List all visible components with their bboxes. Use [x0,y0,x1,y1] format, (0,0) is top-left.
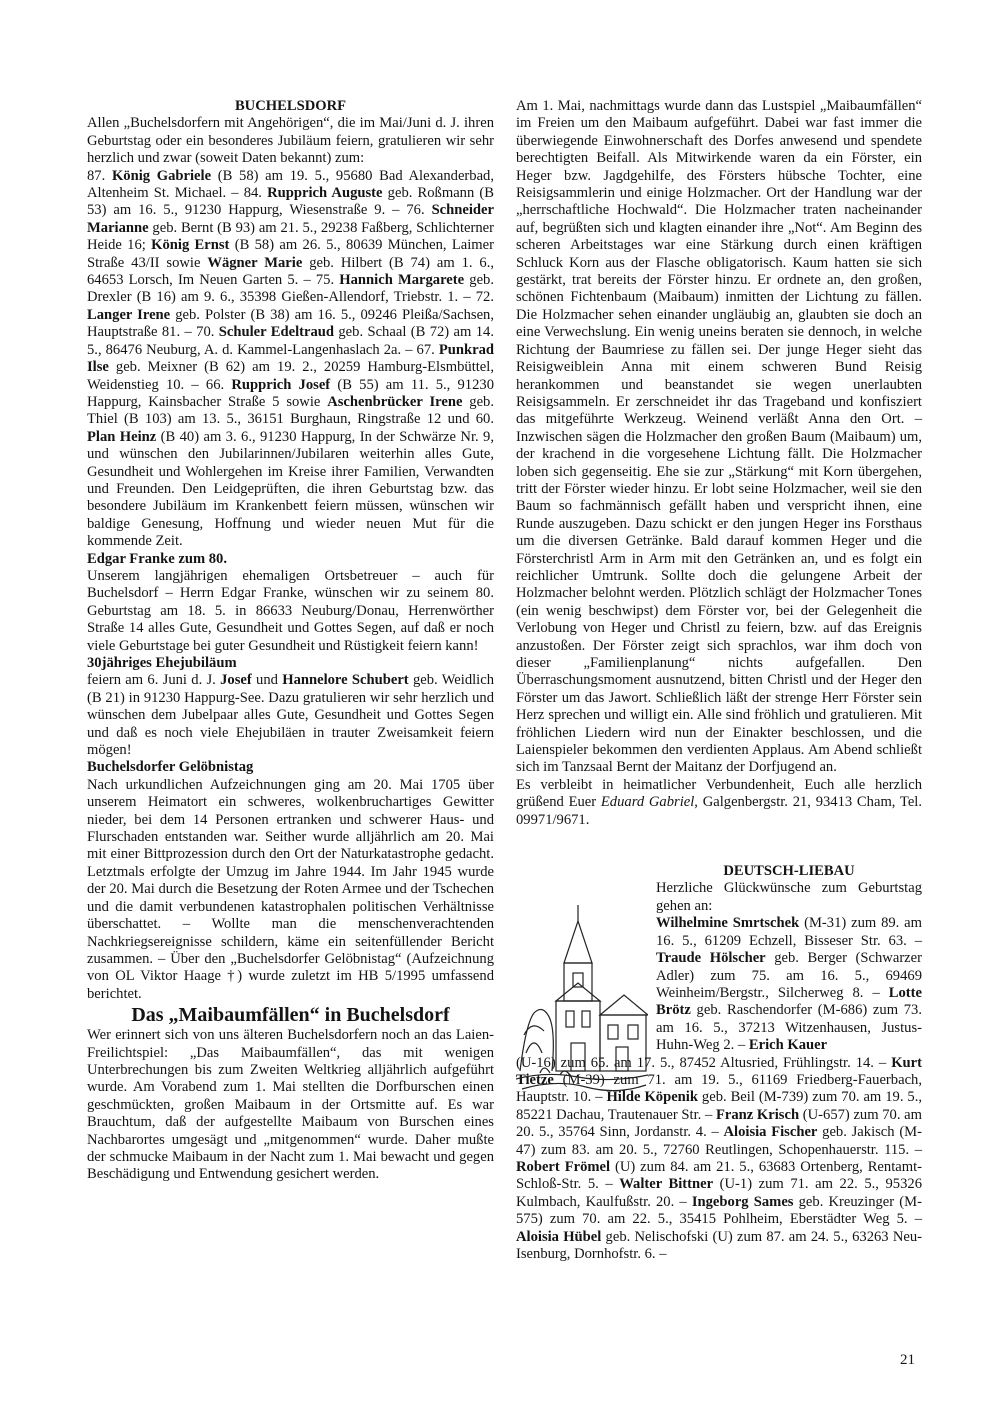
person-name: Traude Hölscher [656,950,766,967]
ehejubilaeum-text: feiern am 6. Juni d. J. Josef und Hannelore Schubert geb. Weidlich (B 21) in 91230 Happurg-See. Dazu gratulieren wir sehr herzlich und wünschen dem Jubelpaar alles Gute, Gesundheit und Gottes Segen und daß es noch viele Ehejubiläen in trauter Zweisamkeit feiern mögen! [87,672,495,759]
person-name: Aloisia Fischer [723,1124,818,1141]
franke-heading: Edgar Franke zum 80. [87,550,227,567]
heading-deutsch-liebau: DEUTSCH-LIEBAU [723,863,855,880]
person-name: Kurt Tietze [516,1054,922,1088]
maibaum-heading: Das „Maibaumfällen“ in Buchelsdorf [131,1004,450,1027]
maibaum-text: Wer erinnert sich von uns älteren Buchelsdorfern noch an das Laien-Freilichtspiel: „Das Maibaumfällen“, das mit wenigen Unterbrechungen bis zum Zweiten Weltkrieg alljährlich aufgeführt wurde. Am Vorabend zum 1. Mai stellten die Dorfburschen einen geschmückten, großen Maibaum in der Ortsmitte auf. Es war Brauchtum, daß der aufgestellte Maibaum von Burschen eines Nachbarortes umgesägt und „mitgenommen“ wurde. Daher mußte der schmucke Maibaum in der Nacht zum 1. Mai bewacht und gegen Beschädigung und Entwendung gesichert werden. [87,1027,494,1183]
person-name: Hannich Margarete [339,272,465,289]
page-number: 21 [900,1352,915,1368]
franke-text: Unserem langjährigen ehemaligen Ortsbetreuer – auch für Buchelsdorf – Herrn Edgar Franke, wünschen wir zu seinem 80. Geburtstag am 18. 5. in 86633 Neuburg/Donau, Herrenwörther Straße 14 alles Gute, Gesundheit und Gottes Segen, auf daß er noch viele Geburtstage bei guter Gesundheit und Rüstigkeit feiern kann! [87,567,494,654]
person-name: Rupprich Auguste [267,185,383,202]
person-name: Lotte Brötz [656,984,922,1019]
person-name: Hilde Köpenik [606,1089,698,1106]
person-name: Walter Bittner [619,1176,714,1193]
church-illustration [516,903,648,1093]
closing-signature: Es verbleibt in heimatlicher Verbundenheit, Euch alle herzlich grüßend Euer Eduard Gabriel, Galgenbergstr. 21, 93413 Cham, Tel. 09971/9671. [516,776,923,828]
heading-buchelsdorf: BUCHELSDORF [234,98,347,114]
deutsch-liebau-section [516,863,922,1263]
person-name: Ingeborg Sames [691,1193,794,1210]
ehejubilaeum-heading: 30jähriges Ehejubiläum [87,655,237,671]
person-name: Franz Krisch [715,1106,800,1123]
person-name: Robert Frömel [516,1158,611,1175]
birthday-intro: Allen „Buchelsdorfern mit Angehörigen“, die im Mai/Juni d. J. ihren Geburtstag oder ein besonderes Jubiläum feiern, gratulieren wir sehr herzlich und zwar (soweit Daten bekannt) zum: [87,115,494,167]
birthday-list: 87. König Gabriele (B 58) am 19. 5., 95680 Bad Alexanderbad, Altenheim St. Michael. – 84. Rupprich Auguste geb. Roßmann (B 53) am 16. 5., 91230 Happurg, Wiesenstraße 9. – 76. Schneider Marianne geb. Bernt (B 93) am 21. 5., 29238 Faßberg, Schlichterner Heide 16; König Ernst (B 58) am 26. 5., 80639 München, Laimer Straße 43/II sowie Wägner Marie geb. Hilbert (B 74) am 1. 6., 64653 Lorsch, Im Neuen Garten 5. – 75. Hannich Margarete geb. Drexler (B 16) am 9. 6., 35398 Gießen-Allendorf, Triebstr. 1. – 72. Langer Irene geb. Polster (B 38) am 16. 5., 09246 Pleißa/Sachsen, Hauptstraße 81. – 70. Schuler Edeltraud geb. Schaal (B 72) am 14. 5., 86476 Neuburg, A. d. Kammel-Langenhaslach 2a. – 67. Punkrad Ilse geb. Meixner (B 62) am 19. 2., 20259 Hamburg-Elsmbüttel, Weidenstieg 10. – 66. Rupprich Josef (B 55) am 11. 5., 91230 Happurg, Kainsbacher Straße 5 sowie Aschenbrücker Irene geb. Thiel (B 103) am 13. 5., 36151 Burghaun, Ringstraße 12 und 60. Plan Heinz (B 40) am 3. 6., 91230 Happurg, In der Schwärze Nr. 9, und wünschen den Jubilarinnen/Jubilaren weiterhin alles Gute, Gesundheit und Wohlergehen im Kreise ihrer Familien, Verwandten und Freunden. Den Leidgeprüften, die ihren Geburtstag bzw. das besondere Jubiläum im Krankenbett feiern müssen, wünschen wir baldige Genesung, Hoffnung und wieder neuen Mut für die kommende Zeit. [87,167,495,550]
dl-birthdays-floated: Wilhelmine Smrtschek (M-31) zum 89. am 16. 5., 61209 Echzell, Bisseser Str. 63. – Traude Hölscher geb. Berger (Schwarzer Adler) zum 75. am 16. 5., 69469 Weinheim/Bergstr., Silcherweg 8. – Lotte Brötz geb. Raschendorfer (M-686) zum 73. am 16. 5., 37213 Witzenhausen, Justus-Huhn-Weg 2. – Erich Kauer [656,915,922,1054]
right-column [516,98,922,1263]
person-name: Schneider Marianne [87,202,494,236]
person-name: Wilhelmine Smrtschek [656,915,800,932]
dl-birthdays-rest: (U-16) zum 65. am 17. 5., 87452 Altusried, Frühlingstr. 14. – Kurt Tietze (M-39) zum 71. am 19. 5., 61169 Friedberg-Fauerbach, Hauptstr. 10. – Hilde Köpenik geb. Beil (M-739) zum 70. am 19. 5., 85221 Dachau, Trautenauer Str. – Franz Krisch (U-657) zum 70. am 20. 5., 35764 Sinn, Jordanstr. 4. – Aloisia Fischer geb. Jakisch (M-47) zum 83. am 20. 5., 72760 Reutlingen, Schopenhauerstr. 115. – Robert Frömel (U) zum 84. am 21. 5., 63683 Ortenberg, Rentamt-Schloß-Str. 5. – Walter Bittner (U-1) zum 71. am 22. 5., 95326 Kulmbach, Kaulfußstr. 20. – Ingeborg Sames geb. Kreuzinger (M-575) zum 70. am 22. 5., 35415 Pohlheim, Eberstädter Weg 5. – Aloisia Hübel geb. Nelischofski (U) zum 87. am 24. 5., 63263 Neu-Isenburg, Dornhofstr. 6. – [516,1054,923,1262]
dl-intro: Herzliche Glückwünsche zum Geburtstag gehen an: [656,880,922,914]
person-name: Langer Irene [87,306,171,323]
person-name: König Ernst [151,237,230,254]
person-name: Aloisia Hübel [516,1228,602,1245]
person-name: Plan Heinz [87,428,157,445]
maibaum-continued: Am 1. Mai, nachmittags wurde dann das Lustspiel „Maibaumfällen“ im Freien um den Maibaum aufgeführt. Dabei war fast immer die überwiegende Einwohnerschaft des Dorfes anwesend und spendete berechtigten Beifall. Als Mitwirkende waren da ein Förster, ein Heger bzw. Jagdgehilfe, des Försters hübsche Tochter, eine Reisigsammlerin und einige Holzmacher. Ort der Handlung war der „herrschaftliche Hochwald“. Die Holzmacher traten nacheinander auf, begrüßten sich und klagten einander ihre „Not“. Am Beginn des scheren Arbeitstages war eine Stärkung durch einen kräftigen Schluck Korn aus der Flasche obligatorisch. Kaum hatten sie sich gestärkt, trat bereits der Förster hinzu. Er ordnete an, den großen, schönen Fichtenbaum (Maibaum) inmitten der Lichtung zu fällen. Die Holzmacher sehen einander ungläubig an, glaubten sie doch an eine Verwechslung. Ein wenig uneins beraten sie dennoch, in welche Richtung der Baumriese zu fällen sei. Der junge Heger sieht das Reisigweiblein Anna mit einem schweren Bund Reisig herankommen und beanstandet sie wegen unerlaubten Reisigsammeln. Er zerschneidet ihr das Trageband und konfisziert das mitgeführte Werkzeug. Weinend verläßt Anna den Ort. – Inzwischen sägen die Holzmacher den großen Baum (Maibaum) um, der krachend in die vorgesehene Lichtung fällt. Die Holzmacher loben sich gegenseitig. Ehe sie zur „Stärkung“ mit Korn übergehen, tritt der Förster wieder hinzu. Er lobt seine Holzmacher, weil sie den Baum so fachmännisch gefällt haben und verspricht ihnen, eine Runde auszugeben. Dazu schickt er den jungen Heger ins Forsthaus um die diversen Getränke. Bald darauf kommen Heger und die Försterchristl Arm in Arm mit den Getränken an, und es folgt ein reichlicher Umtrunk. Sollte doch die gelungene Arbeit der Holzmacher belohnt werden. Plötzlich schlägt der Holzmacher Tones (ein wenig beschwipst) dem Förster vor, bei der Gelegenheit die Verlobung von Heger und Christl zu feiern, bzw. auf das Ereignis anzustoßen. Der Förster zeigt sich sprachlos, war ihm doch von dieser „Familienplanung“ nichts aufgefallen. Den Überraschungsmoment ausnutzend, bitten Christl und der Heger den Förster um das Jawort. Schließlich läßt der strenge Herr Förster sein Herz sprechen und willigt ein. Alle sind fröhlich und gratulieren. Mit fröhlichen Liedern wird nun der Einakter beschlossen, und die Laienspieler bekommen den verdienten Applaus. Am Abend schließt sich im Tanzsaal Bernt der Maitanz der Dorfjugend an. [516,98,922,776]
person-name: Schuler Edeltraud [218,324,334,341]
person-name: Wägner Marie [207,254,303,271]
person-name: Erich Kauer [748,1037,828,1054]
person-name: Aschenbrücker Irene [327,393,463,410]
person-name: Punkrad Ilse [87,341,494,376]
person-name: Rupprich Josef [231,376,331,393]
left-column [87,98,494,1184]
geloebnistag-heading: Buchelsdorfer Gelöbnistag [87,759,254,776]
person-name: König Gabriele [111,167,212,184]
geloebnistag-text: Nach urkundlichen Aufzeichnungen ging am 20. Mai 1705 über unserem Heimatort ein schweres, wolkenbruchartiges Gewitter nieder, bei dem 14 Personen ertranken und schwerer Haus- und Flurschaden entstanden war. Seither wurde alljährlich am 20. Mai mit einer Bittprozession durch den Ort der Naturkatastrophe gedacht. Letztmals erfolgte der Umzug im Jahre 1944. Im Jahr 1945 wurde der 20. Mai durch die Besetzung der Roten Armee und der Tschechen und die damit verbundenen katastrophalen politischen Verhältnisse überschattet. – Wollte man die menschenverachtenden Nachkriegsereignisse schildern, käme ein seitenfüllender Bericht zusammen. – Über den „Buchelsdorfer Gelöbnistag“ (Aufzeichnung von OL Viktor Haage †) wurde zuletzt im HB 5/1995 umfassend berichtet. [87,776,494,1002]
